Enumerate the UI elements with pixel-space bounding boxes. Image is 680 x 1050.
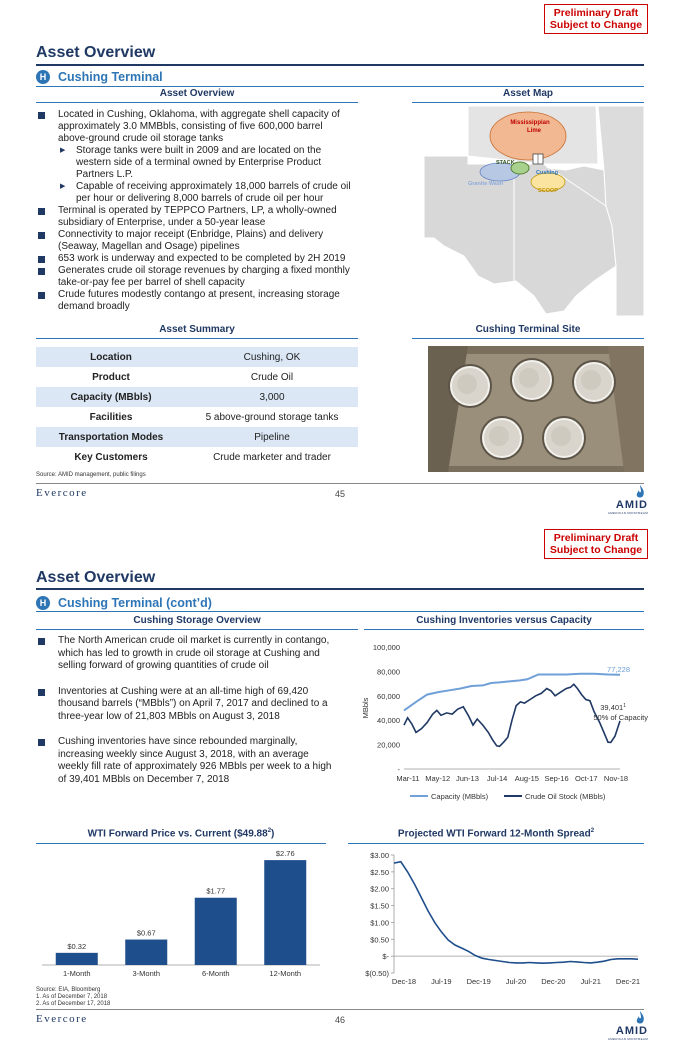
map-label-cushing: Cushing bbox=[536, 170, 558, 176]
x-tick-label: Jul-21 bbox=[580, 977, 601, 986]
sub-bullet-item: ▶ Capable of receiving approximately 18,000 barrels of crude oil per hour or delivering 8,000 barrels of crude oil per hour bbox=[36, 181, 354, 205]
x-tick-label: Jul-14 bbox=[486, 774, 508, 783]
y-tick-label: 80,000 bbox=[377, 667, 400, 677]
storage-bullets bbox=[36, 635, 336, 799]
section-title: Cushing Terminal bbox=[58, 70, 163, 84]
inventories-heading: Cushing Inventories versus Capacity bbox=[416, 615, 592, 626]
tank-roof bbox=[581, 370, 601, 390]
amid-wordmark: AMID bbox=[615, 1025, 648, 1037]
x-tick-label: Sep-16 bbox=[544, 774, 569, 783]
evercore-logo: Evercore bbox=[36, 487, 88, 499]
summary-value: Cushing, OK bbox=[186, 347, 358, 367]
stock-end-label: 39,401$^1$ bbox=[600, 702, 626, 712]
y-tick-label: $2.50 bbox=[370, 867, 389, 877]
x-tick-label: May-12 bbox=[425, 774, 451, 783]
x-tick-label: Oct-17 bbox=[575, 774, 598, 783]
summary-key: Product bbox=[92, 371, 130, 383]
y-tick-label: $(0.50) bbox=[365, 969, 389, 978]
heading-rule bbox=[412, 338, 644, 339]
bullet-item: Cushing inventories have since rebounded marginally, increasing weekly since August 3, 2018, with an average weekly fill rate of approximately 926 MBbls per week to a high of 39,401 MBbls on December 7, 2018 bbox=[36, 736, 336, 786]
amid-logo bbox=[594, 481, 648, 515]
tank-roof bbox=[457, 374, 477, 394]
summary-value: 3,000 bbox=[186, 387, 358, 407]
summary-key: Transportation Modes bbox=[36, 427, 186, 447]
asset-summary-table bbox=[36, 347, 358, 467]
source-note: Source: AMID management, public filings bbox=[36, 472, 146, 478]
y-tick-label: 100,000 bbox=[372, 643, 400, 652]
heading-rule bbox=[36, 338, 358, 339]
summary-row bbox=[36, 367, 358, 387]
summary-row bbox=[36, 347, 358, 367]
wti-forward-bar-chart bbox=[36, 845, 326, 979]
y-tick-label: $1.00 bbox=[370, 918, 389, 928]
terminal-site-photo bbox=[428, 346, 644, 472]
tank-roof bbox=[519, 368, 539, 388]
capacity-line bbox=[404, 674, 620, 711]
bullet-item: Located in Cushing, Oklahoma, with aggregate shell capacity of approximately 3.0 MMBbls, consisting of five 600,000 barrel above-ground crude oil storage tanks bbox=[36, 109, 354, 145]
evercore-logo: Evercore bbox=[36, 1013, 88, 1025]
summary-value: Crude Oil bbox=[250, 371, 294, 383]
bar-value-label: $0.67 bbox=[136, 928, 156, 938]
slide-page-46 bbox=[0, 525, 680, 1050]
x-tick-label: Dec-21 bbox=[615, 977, 641, 986]
tank-roof bbox=[489, 426, 509, 446]
summary-row bbox=[36, 447, 358, 467]
tank-roof bbox=[551, 426, 571, 446]
title-divider bbox=[36, 64, 644, 66]
bar bbox=[125, 940, 167, 965]
amid-flame-icon bbox=[632, 485, 648, 499]
asset-map-heading: Asset Map bbox=[502, 88, 553, 99]
x-tick-label: Dec-18 bbox=[391, 977, 417, 986]
preliminary-draft-stamp: Preliminary Draft Subject to Change bbox=[544, 529, 648, 559]
bar bbox=[264, 860, 306, 965]
map-label-granite-wash: Granite Wash bbox=[468, 181, 504, 187]
y-tick-label: $2.00 bbox=[370, 884, 389, 894]
footnote-marker: 1 bbox=[623, 702, 626, 709]
heading-rule bbox=[36, 629, 358, 630]
map-label-scoop: SCOOP bbox=[538, 188, 558, 194]
section-badge: H bbox=[36, 596, 50, 610]
x-tick-label: 6-Month bbox=[201, 969, 230, 978]
bullet-item: Terminal is operated by TEPPCO Partners, LP, a wholly-owned subsidiary of Enterprise, under a 50-year lease bbox=[36, 205, 354, 229]
summary-key: Location bbox=[36, 347, 186, 367]
summary-key: Key Customers bbox=[74, 451, 148, 463]
bar bbox=[195, 898, 237, 965]
summary-key: Capacity (MBbls) bbox=[36, 387, 186, 407]
asset-overview-heading: Asset Overview bbox=[159, 88, 235, 99]
legend-label-stock: Crude Oil Stock (MBbls) bbox=[525, 792, 606, 801]
x-tick-label: Jul-19 bbox=[431, 977, 452, 986]
summary-key: Facilities bbox=[89, 411, 133, 423]
amid-tagline: AMERICAN MIDSTREAM bbox=[607, 1037, 648, 1041]
wti-forward-heading: WTI Forward Price vs. Current ($49.88$^2$) bbox=[87, 828, 275, 840]
storage-overview-heading: Cushing Storage Overview bbox=[133, 615, 261, 626]
y-tick-label: 60,000 bbox=[377, 691, 400, 701]
footer-divider bbox=[36, 1009, 644, 1010]
section-divider bbox=[36, 86, 644, 87]
bar-value-label: $0.32 bbox=[67, 941, 87, 951]
bullet-item: Inventories at Cushing were at an all-time high of 69,420 thousand barrels (“MBbls”) on April 7, 2017 and declined to a three-year low of 21,803 MBbls on August 3, 2018 bbox=[36, 686, 336, 724]
title-divider bbox=[36, 588, 644, 590]
y-tick-label: - bbox=[397, 765, 400, 774]
x-tick-label: 1-Month bbox=[62, 969, 91, 978]
stock-capacity-pct-label: 50% of Capacity bbox=[593, 712, 648, 722]
x-tick-label: Jul-20 bbox=[505, 977, 527, 986]
y-tick-label: 40,000 bbox=[377, 716, 400, 726]
y-tick-label: $0.50 bbox=[370, 935, 389, 945]
section-divider bbox=[36, 611, 644, 612]
amid-flame-icon bbox=[632, 1011, 648, 1025]
sub-bullet-item: ▶ Storage tanks were built in 2009 and are located on the western side of a terminal owned by Enterprise Product Partners L.P. bbox=[36, 145, 354, 181]
summary-value: Crude marketer and trader bbox=[213, 451, 331, 463]
bullet-item: Crude futures modestly contango at present, increasing storage demand broadly bbox=[36, 289, 354, 313]
map-label-stack: STACK bbox=[496, 160, 515, 166]
inventories-chart bbox=[358, 635, 648, 807]
spread-heading: Projected WTI Forward 12-Month Spread$^2$ bbox=[397, 828, 595, 840]
y-tick-label: $1.50 bbox=[370, 901, 389, 911]
bullet-item: Generates crude oil storage revenues by charging a fixed monthly take-or-pay fee per barrel of shell capacity bbox=[36, 265, 354, 289]
preliminary-draft-stamp: Preliminary Draft Subject to Change bbox=[544, 4, 648, 34]
section-badge: H bbox=[36, 70, 50, 84]
bullet-item: 653 work is underway and expected to be completed by 2H 2019 bbox=[36, 253, 354, 265]
asset-summary-heading: Asset Summary bbox=[159, 324, 235, 335]
y-tick-label: 20,000 bbox=[377, 740, 400, 750]
x-tick-label: 3-Month bbox=[132, 969, 161, 978]
section-title: Cushing Terminal (cont’d) bbox=[58, 596, 212, 610]
summary-row bbox=[36, 407, 358, 427]
footer-divider bbox=[36, 483, 644, 484]
crude-stock-line bbox=[404, 684, 620, 746]
heading-rule bbox=[412, 102, 644, 103]
x-tick-label: Nov-18 bbox=[603, 774, 629, 783]
summary-value: 5 above-ground storage tanks bbox=[205, 411, 339, 423]
terminal-site-heading: Cushing Terminal Site bbox=[475, 324, 581, 335]
spread-line-chart bbox=[348, 843, 644, 987]
page-number: 46 bbox=[334, 1015, 345, 1025]
x-tick-label: Dec-19 bbox=[466, 977, 491, 986]
bullet-item: Connectivity to major receipt (Enbridge, Plains) and delivery (Seaway, Magellan and Osage) pipelines bbox=[36, 229, 354, 253]
page-number: 45 bbox=[334, 489, 345, 499]
legend-label-capacity: Capacity (MBbls) bbox=[431, 792, 489, 801]
overview-bullets bbox=[36, 109, 354, 313]
y-tick-label: $- bbox=[382, 952, 389, 962]
page-title: Asset Overview bbox=[36, 44, 156, 61]
x-tick-label: Dec-20 bbox=[541, 977, 566, 986]
summary-row bbox=[36, 427, 358, 447]
heading-rule bbox=[36, 102, 358, 103]
y-tick-label: $3.00 bbox=[370, 851, 389, 860]
x-tick-label: Aug-15 bbox=[514, 774, 539, 783]
asset-map bbox=[416, 106, 644, 316]
amid-tagline: AMERICAN MIDSTREAM bbox=[607, 511, 648, 515]
x-tick-label: Mar-11 bbox=[396, 774, 420, 783]
summary-value: Pipeline bbox=[186, 427, 358, 447]
capacity-end-label: 77,228 bbox=[607, 664, 630, 674]
amid-logo bbox=[594, 1007, 648, 1041]
summary-row bbox=[36, 387, 358, 407]
bullet-item: The North American crude oil market is currently in contango, which has led to growth in crude oil storage at Cushing and selling forward of growing quantities of crude oil bbox=[36, 635, 336, 673]
bar-value-label: $2.76 bbox=[275, 849, 295, 859]
map-label-mississippian: Mississippian bbox=[510, 120, 550, 126]
y-axis-label: MBbls bbox=[361, 697, 370, 719]
x-tick-label: Jun-13 bbox=[455, 774, 479, 783]
page-title: Asset Overview bbox=[36, 569, 156, 586]
amid-wordmark: AMID bbox=[615, 499, 648, 511]
bar bbox=[56, 953, 98, 965]
x-tick-label: 12-Month bbox=[269, 969, 302, 978]
source-notes: Source: EIA, Bloomberg 1. As of December 7, 2018 2. As of December 17, 2018 bbox=[36, 987, 111, 1007]
map-label-lime: Lime bbox=[526, 128, 542, 134]
heading-rule bbox=[36, 843, 326, 844]
spread-line bbox=[394, 862, 638, 964]
heading-rule bbox=[364, 629, 644, 630]
bar-value-label: $1.77 bbox=[206, 886, 226, 896]
